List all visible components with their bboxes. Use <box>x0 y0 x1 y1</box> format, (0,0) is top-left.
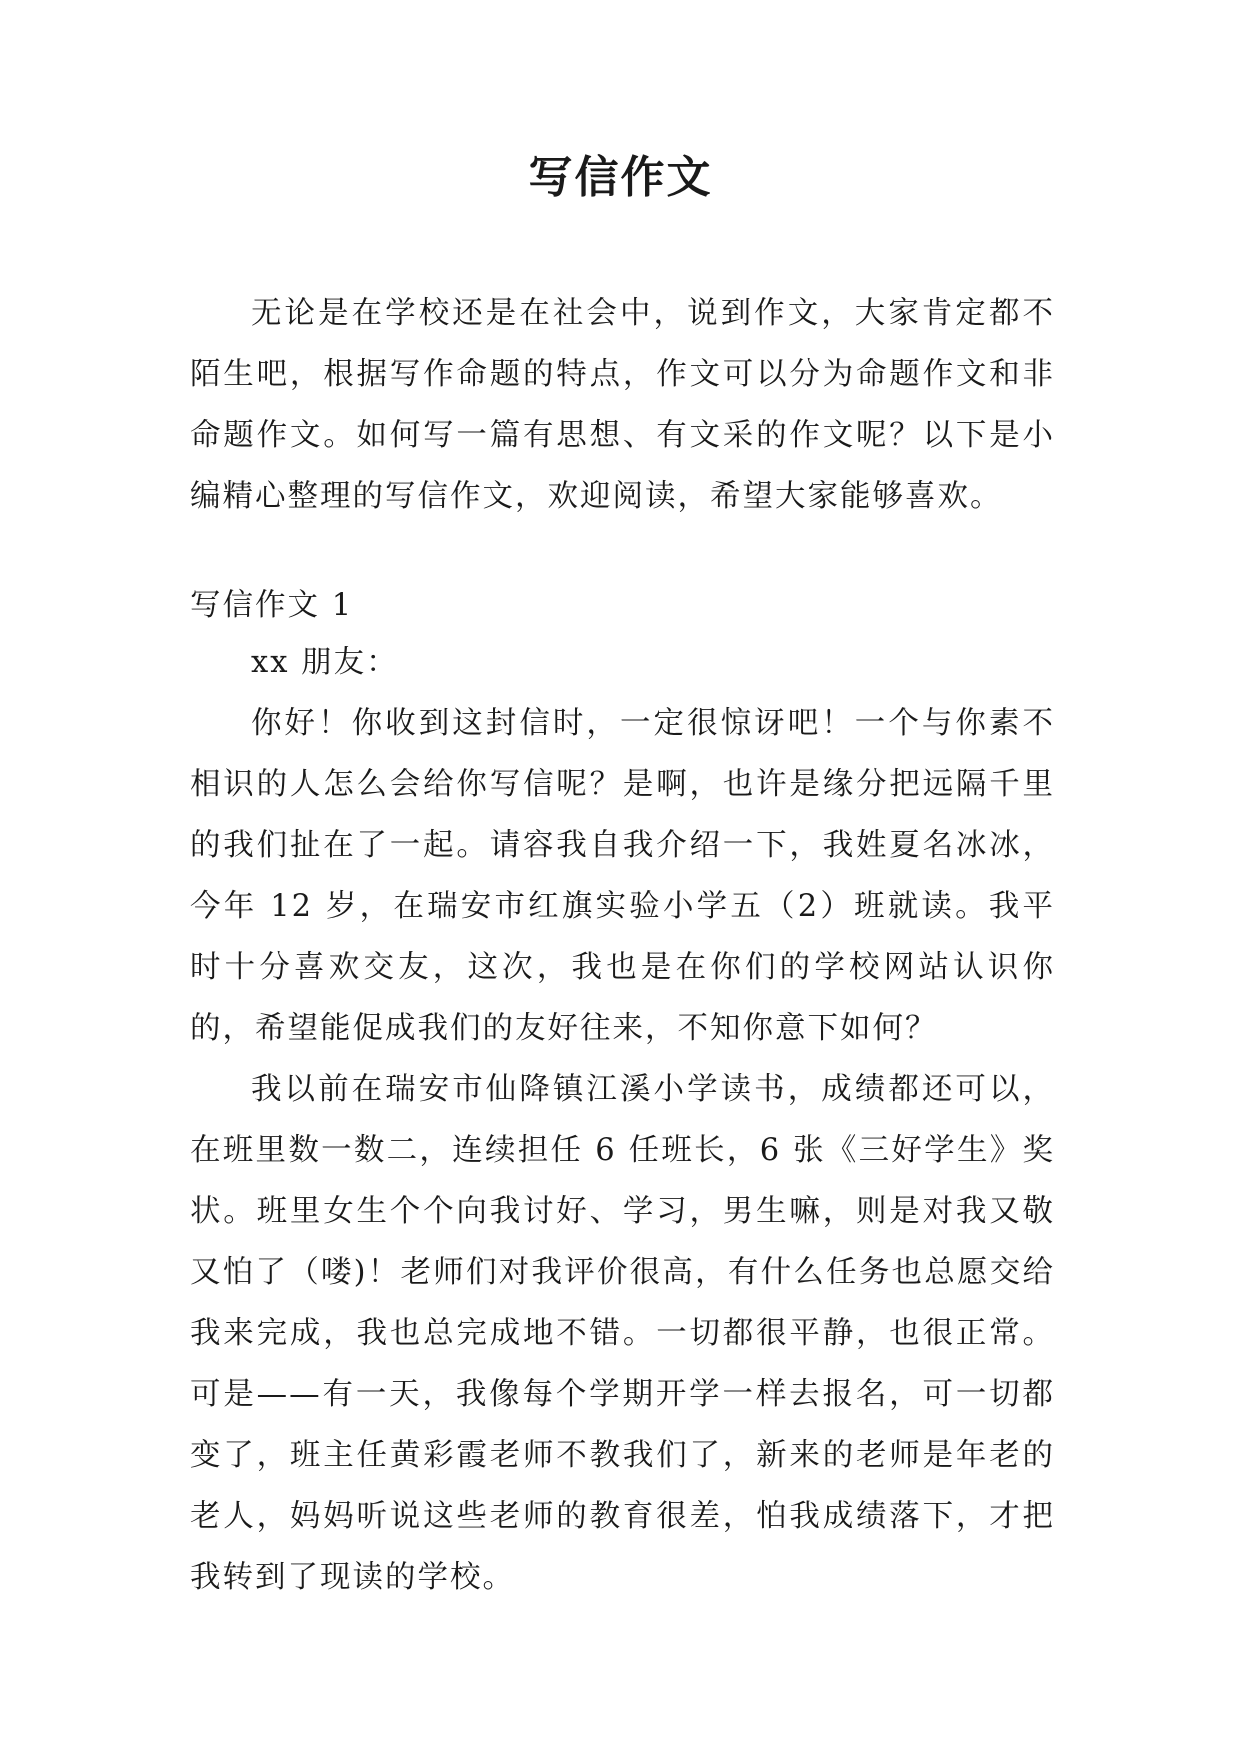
intro-section <box>190 283 1055 527</box>
letter-salutation: xx 朋友： <box>251 645 399 680</box>
section-heading: 写信作文 1 <box>190 588 354 623</box>
letter-paragraph: 你好！你收到这封信时，一定很惊讶吧！一个与你素不相识的人怎么会给你写信呢？是啊，也许是缘分把远隔千里的我们扯在了一起。请容我自我介绍一下，我姓夏名冰冰，今年 12 岁，在瑞安市红旗实验小学五（2）班就读。我平时十分喜欢交友，这次，我也是在你们的学校网站认识你的，希望能促成我们的友好往来，不知你意下如何？ <box>190 706 1055 1046</box>
document-title: 写信作文 <box>528 152 713 203</box>
letter-body <box>190 632 1055 1608</box>
letter-paragraph: 我以前在瑞安市仙降镇江溪小学读书，成绩都还可以，在班里数一数二，连续担任 6 任班长，6 张《三好学生》奖状。班里女生个个向我讨好、学习，男生嘛，则是对我又敬又怕了（喽)！老师们对我评价很高，有什么任务也总愿交给我来完成，我也总完成地不错。一切都很平静，也很正常。可是——有一天，我像每个学期开学一样去报名，可一切都变了，班主任黄彩霞老师不教我们了，新来的老师是年老的老人，妈妈听说这些老师的教育很差，怕我成绩落下，才把我转到了现读的学校。 <box>190 1072 1055 1595</box>
intro-paragraph: 无论是在学校还是在社会中，说到作文，大家肯定都不陌生吧，根据写作命题的特点，作文可以分为命题作文和非命题作文。如何写一篇有思想、有文采的作文呢？以下是小编精心整理的写信作文，欢迎阅读，希望大家能够喜欢。 <box>190 296 1055 514</box>
